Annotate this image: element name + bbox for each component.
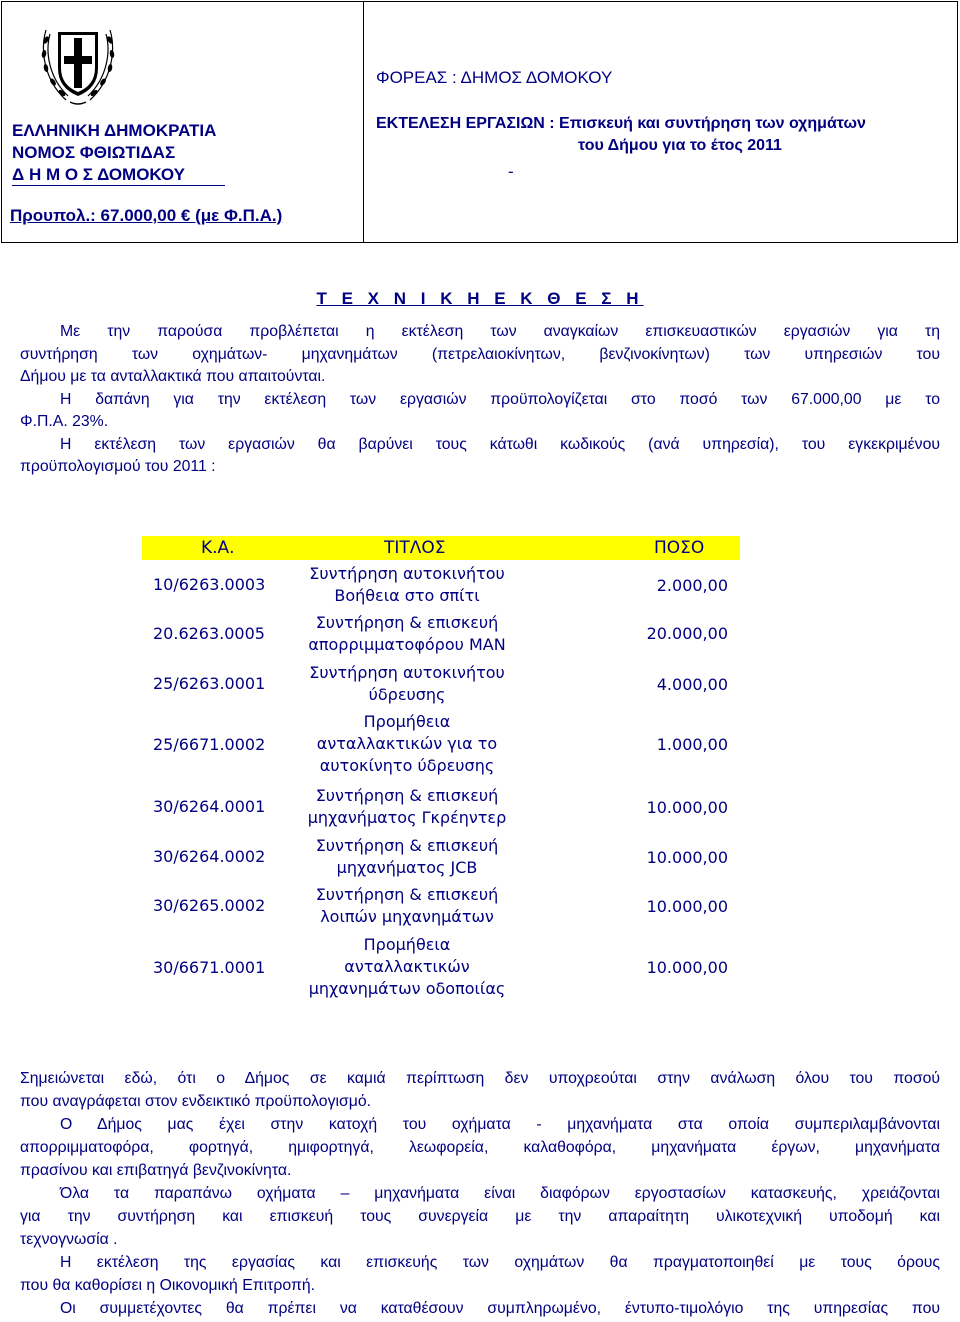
row-desc-line: Συντήρηση & επισκευή: [315, 885, 499, 904]
execution-line-2: του Δήμου για το έτος 2011: [578, 137, 782, 154]
closing-line: που αναγράφεται στον ενδεικτικό προϋπολογισμό.: [20, 1093, 372, 1110]
table-row: [142, 835, 740, 881]
row-amount: 10.000,00: [646, 897, 728, 916]
org-line-prefecture: ΝΟΜΟΣ ΦΘΙΩΤΙΔΑΣ: [12, 143, 176, 162]
org-line-republic: ΕΛΛΗΝΙΚΗ ΔΗΜΟΚΡΑΤΙΑ: [12, 121, 217, 140]
row-code: 30/6264.0002: [153, 847, 266, 866]
row-amount: 4.000,00: [656, 675, 728, 694]
intro-line: προϋπολογισμού του 2011 :: [20, 458, 216, 475]
table-row: [142, 662, 740, 708]
closing-line: τεχνογνωσία .: [20, 1231, 118, 1248]
intro-paragraph: [20, 321, 940, 479]
row-desc: [292, 662, 522, 706]
intro-line: Δήμου με τα ανταλλακτικά που απαιτούνται.: [20, 368, 326, 385]
closing-line: Σημειώνεται εδώ, ότι ο Δήμος σε καμιά περίπτωση δεν υποχρεούται στην ανάλωση όλου του ποσού: [20, 1070, 940, 1087]
row-desc-line: απορριμματοφόρου MAN: [308, 635, 506, 654]
row-desc-line: Συντήρηση αυτοκινήτου: [309, 663, 505, 682]
greek-coat-of-arms-emblem: [36, 10, 120, 108]
intro-line: Φ.Π.Α. 23%.: [20, 413, 109, 430]
row-desc-line: Βοήθεια στο σπίτι: [334, 586, 480, 605]
intro-line: Η δαπάνη για την εκτέλεση των εργασιών προϋπολογίζεται στο ποσό των 67.000,00 με το: [60, 390, 940, 408]
row-desc-line: Προμήθεια: [363, 712, 451, 731]
row-code: 30/6264.0001: [153, 797, 266, 816]
intro-line: Με την παρούσα προβλέπεται η εκτέλεση των αναγκαίων επισκευαστικών εργασιών για τη: [60, 323, 940, 340]
closing-line: Όλα τα παραπάνω οχήματα – μηχανήματα είναι διαφόρων εργοστασίων κατασκευής, χρειάζονται: [60, 1185, 940, 1202]
row-amount: 10.000,00: [646, 798, 728, 817]
table-row: [142, 711, 740, 781]
row-code: 25/6263.0001: [153, 674, 266, 693]
table-header-amount: ΠΟΣΟ: [654, 538, 705, 558]
row-desc-line: Συντήρηση & επισκευή: [315, 836, 499, 855]
row-desc: [292, 563, 522, 607]
table-header-title: ΤΙΤΛΟΣ: [384, 538, 446, 558]
row-desc-line: ύδρευσης: [368, 685, 446, 704]
intro-line: Η εκτέλεση των εργασιών θα βαρύνει τους κάτωθι κωδικούς (ανά υπηρεσία), του εγκεκριμένου: [60, 435, 940, 453]
header-divider: [363, 2, 364, 242]
table-row: [142, 934, 740, 1004]
row-amount: 1.000,00: [656, 735, 728, 754]
row-desc-line: Συντήρηση & επισκευή: [315, 786, 499, 805]
row-code: 20.6263.0005: [153, 624, 265, 643]
header-dash: -: [508, 162, 514, 181]
page-title-text: Τ Ε Χ Ν Ι Κ Η Ε Κ Θ Ε Σ Η: [316, 289, 644, 308]
table-row: [142, 563, 740, 609]
table-row: [142, 884, 740, 930]
execution-line-1: ΕΚΤΕΛΕΣΗ ΕΡΓΑΣΙΩΝ : Επισκευή και συντήρηση των οχημάτων: [376, 115, 866, 132]
page-title: [0, 289, 960, 309]
row-desc-line: ανταλλακτικών για το: [316, 734, 498, 753]
row-desc-line: μηχανήματος JCB: [336, 858, 478, 877]
table-header-code: Κ.Α.: [201, 538, 235, 558]
table-row: [142, 785, 740, 831]
row-desc: [292, 835, 522, 879]
row-code: 30/6671.0001: [153, 958, 266, 977]
row-desc-line: μηχανήματος Γκρέηντερ: [307, 808, 507, 827]
closing-line: Η εκτέλεση της εργασίας και επισκευής των οχημάτων θα πραγματοποιηθεί με τους όρους: [60, 1254, 940, 1271]
row-code: 30/6265.0002: [153, 896, 266, 915]
intro-line: συντήρηση των οχημάτων- μηχανημάτων (πετρελαιοκίνητων, βενζινοκίνητων) των υπηρεσιών του: [20, 345, 940, 363]
row-desc-line: ανταλλακτικών: [344, 957, 470, 976]
row-desc: [292, 884, 522, 928]
row-code: 25/6671.0002: [153, 735, 266, 754]
row-desc: [292, 612, 522, 656]
row-code: 10/6263.0003: [153, 575, 266, 594]
row-amount: 10.000,00: [646, 848, 728, 867]
row-desc-line: Συντήρηση αυτοκινήτου: [309, 564, 505, 583]
row-desc-line: μηχανημάτων οδοποιίας: [308, 979, 506, 998]
row-desc: [292, 785, 522, 829]
org-line-municipality: Δ Η Μ Ο Σ ΔΟΜΟΚΟΥ: [12, 165, 225, 186]
closing-paragraphs: [20, 1067, 940, 1320]
agency-line: ΦΟΡΕΑΣ : ΔΗΜΟΣ ΔΟΜΟΚΟΥ: [376, 68, 613, 87]
closing-line: απορριμματοφόρα, φορτηγά, ημιφορτηγά, λεωφορεία, καλαθοφόρα, μηχανήματα έργων, μηχανήματα: [20, 1139, 940, 1156]
row-desc: [292, 711, 522, 777]
closing-line: που θα καθορίσει η Οικονομική Επιτροπή.: [20, 1277, 316, 1294]
row-amount: 2.000,00: [656, 576, 728, 595]
table-row: [142, 612, 740, 658]
closing-line: Ο Δήμος μας έχει στην κατοχή του οχήματα - μηχανήματα στα οποία συμπεριλαμβάνονται: [60, 1116, 940, 1133]
row-desc-line: αυτοκίνητο ύδρευσης: [319, 756, 495, 775]
closing-line: Οι συμμετέχοντες θα πρέπει να καταθέσουν συμπληρωμένο, έντυπο-τιμολόγιο της υπηρεσίας που: [60, 1300, 940, 1317]
row-amount: 10.000,00: [646, 958, 728, 977]
row-desc-line: Προμήθεια: [363, 935, 451, 954]
closing-line: για την συντήρηση και επισκευή τους συνεργεία με την απαραίτητη υλικοτεχνική υποδομή και: [20, 1208, 940, 1225]
closing-line: πρασίνου και επιβατηγά βενζινοκίνητα.: [20, 1162, 292, 1179]
row-amount: 20.000,00: [646, 624, 728, 643]
row-desc-line: λοιπών μηχανημάτων: [320, 907, 494, 926]
row-desc-line: Συντήρηση & επισκευή: [315, 613, 499, 632]
budget-line: Προυπολ.: 67.000,00 € (με Φ.Π.Α.): [10, 206, 283, 225]
row-desc: [292, 934, 522, 1000]
